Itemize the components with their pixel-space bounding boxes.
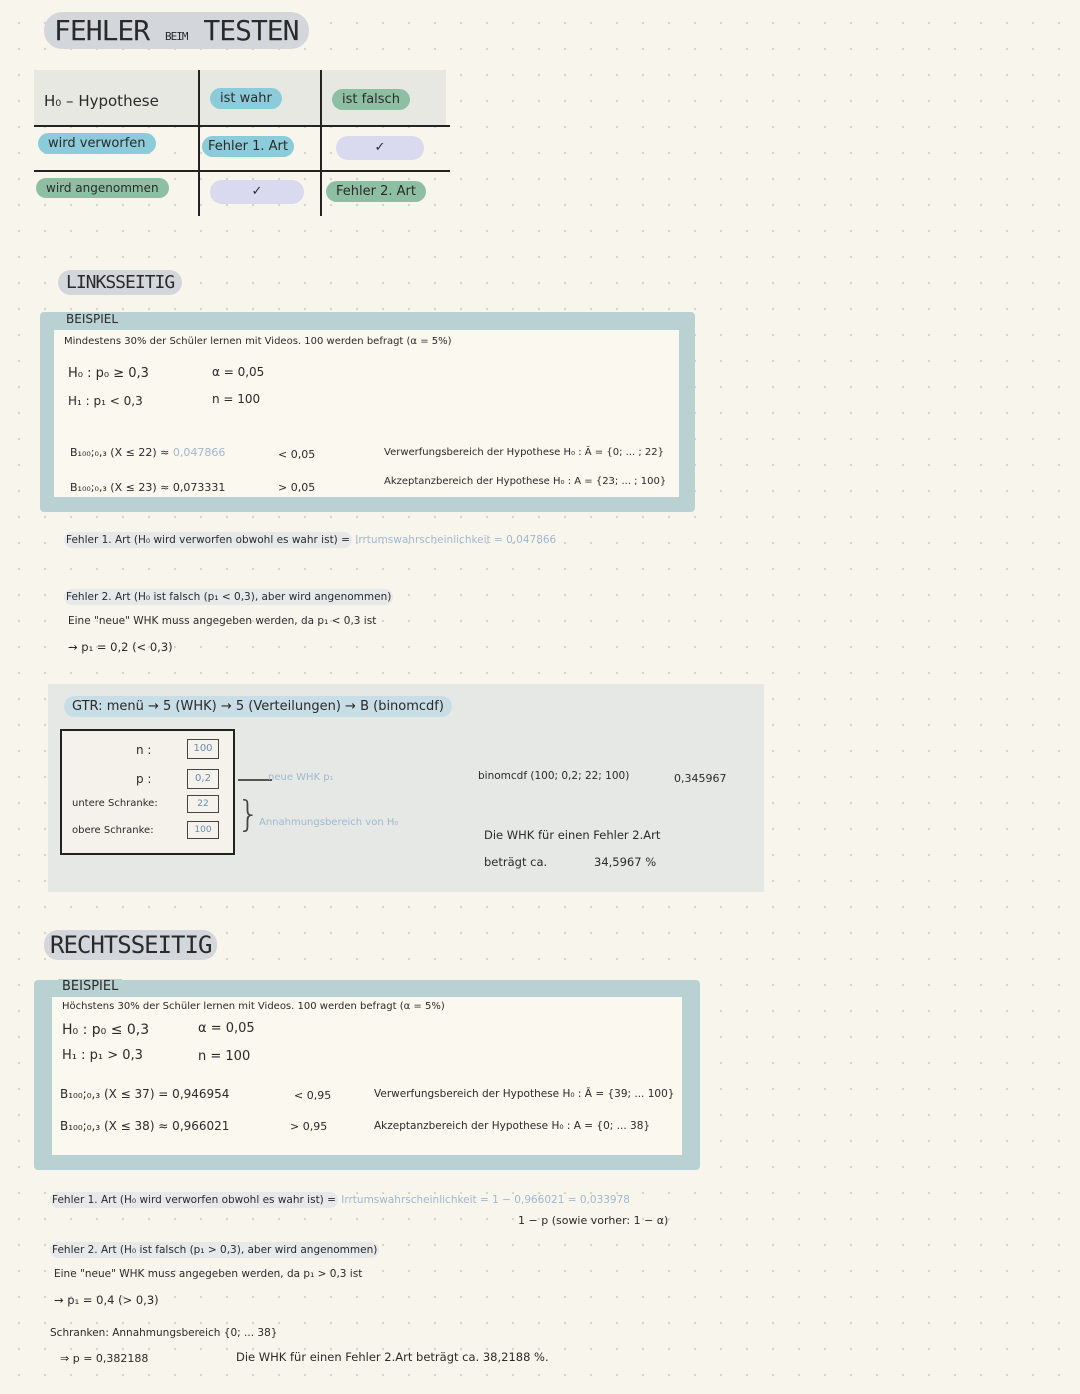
gtr-n-value: 100 [187, 739, 219, 759]
table-cell-error2: Fehler 2. Art [326, 181, 426, 202]
table-col-false: ist falsch [332, 89, 410, 110]
page-title [44, 12, 309, 49]
table-cell-error1: Fehler 1. Art [202, 136, 294, 157]
gtr-result-value: 34,5967 % [594, 855, 657, 869]
gtr-n-label: n : [136, 743, 152, 757]
right-error2: Fehler 2. Art (H₀ ist falsch (p₁ > 0,3), aber wird angenommen) [52, 1244, 378, 1256]
section-title-right: RECHTSSEITIG [44, 930, 217, 960]
gtr-binom: binomcdf (100; 0,2; 22; 100) [478, 770, 630, 782]
right-calc1: B₁₀₀;₀,₃ (X ≤ 37) = 0,946954 [60, 1087, 230, 1101]
page-title-small: BEIM [165, 30, 188, 43]
gtr-accept-note: Annahmungsbereich von H₀ [259, 817, 399, 828]
left-error1-faded: Irrtumswahrscheinlichkeit = 0,047866 [355, 534, 557, 546]
right-accept-region: Akzeptanzbereich der Hypothese H₀ : A = {0; ... 38} [374, 1120, 651, 1132]
right-example-label: BEISPIEL [58, 979, 122, 994]
table-cell-check-true: ✓ [210, 180, 304, 204]
left-h0: H₀ : p₀ ≥ 0,3 [68, 366, 149, 381]
gtr-p-label: p : [136, 772, 152, 786]
gtr-arrow-line [238, 779, 272, 781]
table-divider-h2 [34, 170, 450, 172]
right-reject-region: Verwerfungsbereich der Hypothese H₀ : Ā = {39; ... 100} [374, 1088, 675, 1100]
table-corner-label: H₀ – Hypothese [44, 92, 159, 110]
table-col-true: ist wahr [210, 88, 282, 109]
left-alpha: α = 0,05 [212, 365, 265, 379]
left-h1: H₁ : p₁ < 0,3 [68, 394, 143, 408]
right-final: Die WHK für einen Fehler 2.Art beträgt ca. 38,2188 %. [236, 1350, 549, 1364]
table-row-accept: wird angenommen [36, 178, 169, 198]
section-title-left: LINKSSEITIG [58, 270, 182, 295]
table-cell-check-false: ✓ [336, 136, 424, 160]
right-statement: Höchstens 30% der Schüler lernen mit Videos. 100 werden befragt (α = 5%) [62, 1001, 445, 1012]
right-error1-note: 1 − p (sowie vorher: 1 − α) [518, 1214, 669, 1227]
gtr-binom-value: 0,345967 [674, 772, 727, 785]
gtr-upper-label: obere Schranke: [72, 825, 154, 836]
table-divider-h1 [34, 125, 450, 127]
gtr-menu: GTR: menü → 5 (WHK) → 5 (Verteilungen) → B (binomcdf) [64, 696, 452, 717]
right-h0: H₀ : p₀ ≤ 0,3 [62, 1022, 150, 1038]
left-n: n = 100 [212, 392, 261, 406]
error-table [34, 70, 454, 220]
gtr-lower-value: 22 [187, 795, 219, 813]
right-error1-text: Fehler 1. Art (H₀ wird verworfen obwohl es wahr ist) = [52, 1194, 336, 1206]
right-cmp1: < 0,95 [294, 1089, 332, 1102]
right-calc2: B₁₀₀;₀,₃ (X ≤ 38) ≈ 0,966021 [60, 1119, 230, 1133]
gtr-result-line2: beträgt ca. [484, 855, 548, 869]
table-divider-v2 [320, 70, 322, 216]
gtr-brace-icon: } [237, 794, 260, 835]
right-error1-faded: Irrtumswahrscheinlichkeit = 1 − 0,966021 = 0,033978 [341, 1194, 630, 1206]
right-bounds: Schranken: Annahmungsbereich {0; ... 38} [50, 1327, 278, 1339]
left-calc1-text: B₁₀₀;₀,₃ (X ≤ 22) ≈ [70, 446, 170, 459]
left-error2-line2: Eine "neue" WHK muss angegeben werden, da p₁ < 0,3 ist [68, 615, 377, 627]
right-p-result: ⇒ p = 0,382188 [60, 1352, 149, 1365]
left-accept-region: Akzeptanzbereich der Hypothese H₀ : A = {23; ... ; 100} [384, 476, 667, 487]
right-error2-line2: Eine "neue" WHK muss angegeben werden, da p₁ > 0,3 ist [54, 1268, 363, 1280]
gtr-lower-label: untere Schranke: [72, 798, 158, 809]
gtr-result-line1: Die WHK für einen Fehler 2.Art [484, 828, 661, 842]
right-n: n = 100 [198, 1049, 251, 1064]
left-error2-line3: → p₁ = 0,2 (< 0,3) [68, 640, 173, 654]
right-cmp2: > 0,95 [290, 1120, 328, 1133]
right-h1: H₁ : p₁ > 0,3 [62, 1048, 143, 1063]
right-error2-line3: → p₁ = 0,4 (> 0,3) [54, 1293, 159, 1307]
left-example-label: BEISPIEL [62, 312, 122, 326]
left-statement: Mindestens 30% der Schüler lernen mit Videos. 100 werden befragt (α = 5%) [64, 336, 452, 347]
left-cmp2: > 0,05 [278, 481, 316, 494]
left-cmp1: < 0,05 [278, 448, 316, 461]
right-alpha: α = 0,05 [198, 1021, 255, 1036]
table-divider-v1 [198, 70, 200, 216]
left-reject-region: Verwerfungsbereich der Hypothese H₀ : Ā = {0; ... ; 22} [384, 447, 664, 458]
table-row-reject: wird verworfen [38, 133, 156, 154]
page-title-part2: TESTEN [203, 14, 299, 47]
right-error1 [50, 1194, 630, 1206]
left-calc2: B₁₀₀;₀,₃ (X ≤ 23) ≈ 0,073331 [70, 481, 226, 494]
left-example-inner [54, 330, 679, 497]
left-calc1-value: 0,047866 [172, 446, 226, 459]
left-error1 [64, 534, 556, 546]
left-error1-text: Fehler 1. Art (H₀ wird verworfen obwohl es wahr ist) = [66, 534, 350, 546]
left-error2: Fehler 2. Art (H₀ ist falsch (p₁ < 0,3), aber wird angenommen) [66, 591, 392, 603]
gtr-new-whk: neue WHK p₁ [268, 772, 334, 783]
gtr-p-value: 0,2 [187, 769, 219, 789]
page-title-part1: FEHLER [54, 14, 150, 47]
left-calc1 [70, 446, 225, 459]
gtr-upper-value: 100 [187, 821, 219, 839]
